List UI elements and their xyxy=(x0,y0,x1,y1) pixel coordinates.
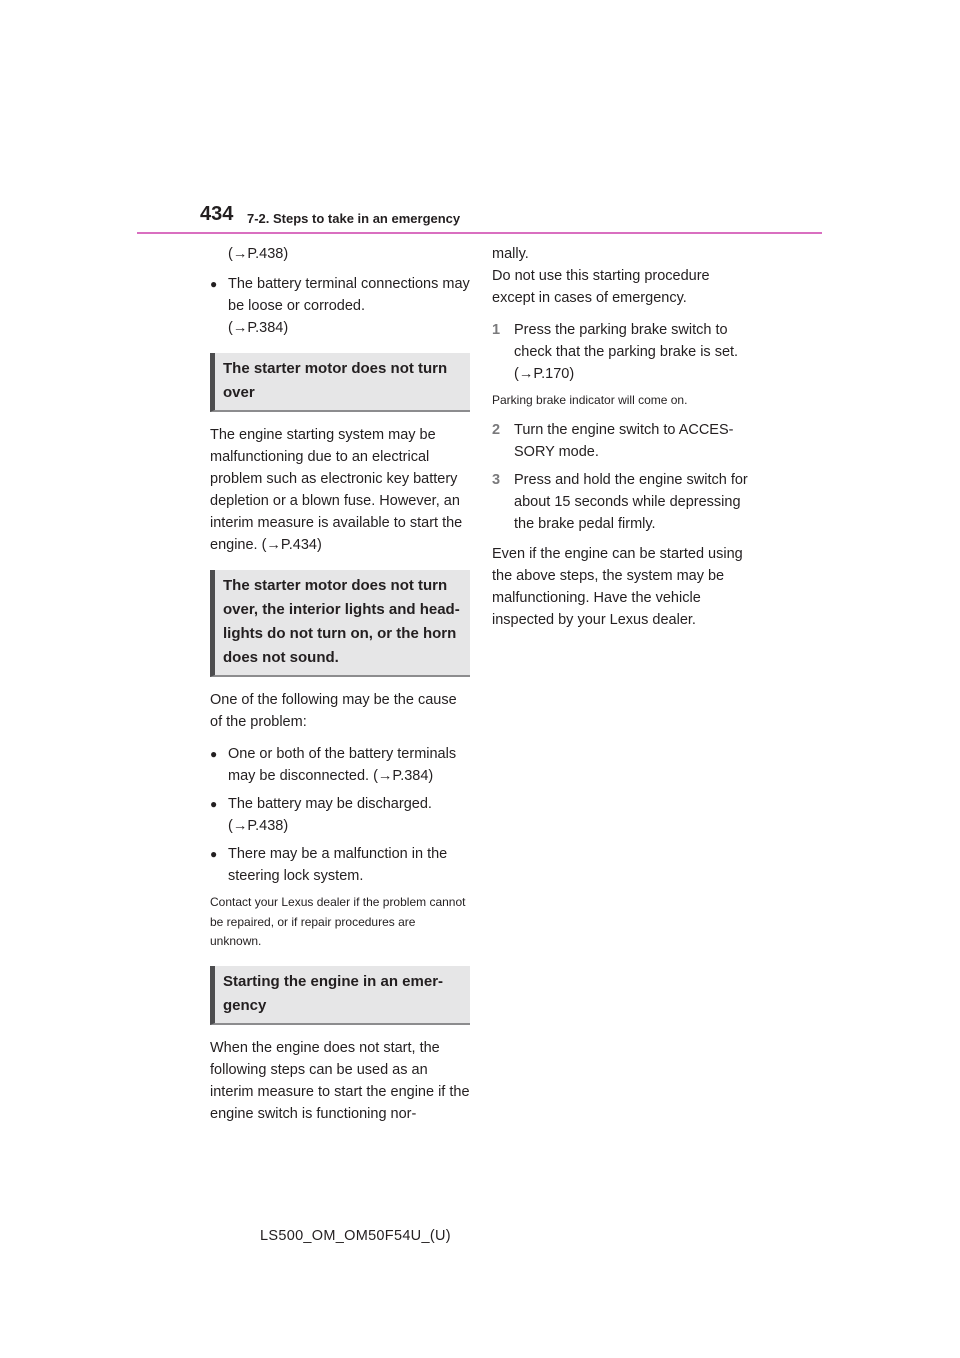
bullet-text: The battery terminal connections may be loose or corroded. xyxy=(228,276,470,314)
bullet-icon: ● xyxy=(210,277,218,291)
list-item xyxy=(210,743,470,787)
step-text: Turn the engine switch to ACCES-SORY mode. xyxy=(514,421,734,460)
section-heading: The starter motor does not turn over xyxy=(210,353,470,412)
paragraph: The engine starting system may be malfunctioning due to an electrical problem such as electronic key battery depletion or a blown fuse. However, an interim measure is available to start the engine. (→P.434) xyxy=(210,427,463,553)
step-text: Press the parking brake switch to check that the parking brake is set. (→P.170) xyxy=(514,322,739,382)
left-column xyxy=(210,243,470,1135)
step-item xyxy=(492,419,754,463)
paragraph: Even if the engine can be started using the above steps, the system may be malfunctioning. Have the vehicle inspected by your Lexus dealer. xyxy=(492,545,743,628)
list-item xyxy=(210,273,470,339)
document-code: LS500_OM_OM50F54U_(U) xyxy=(260,1228,451,1244)
step-item xyxy=(492,319,754,385)
bullet-icon: ● xyxy=(210,747,218,761)
step-number: 2 xyxy=(492,421,501,438)
section-heading: The starter motor does not turn over, the interior lights and head-lights do not turn on, or the horn does not sound. xyxy=(210,570,470,677)
bullet-text: The battery may be discharged. (→P.438) xyxy=(228,796,432,834)
bullet-icon: ● xyxy=(210,847,218,861)
step-number: 1 xyxy=(492,322,501,338)
reference-link: (→P.438) xyxy=(228,246,289,262)
step-text: Press and hold the engine switch for about 15 seconds while depressing the brake pedal firmly. xyxy=(514,471,748,532)
reference-link: (→P.384) xyxy=(228,320,289,336)
paragraph: mally. xyxy=(492,246,529,262)
step-number: 3 xyxy=(492,471,501,488)
bullet-icon: ● xyxy=(210,797,218,811)
note-text: Parking brake indicator will come on. xyxy=(492,393,688,407)
section-heading: Starting the engine in an emer-gency xyxy=(210,966,470,1025)
bullet-text: There may be a malfunction in the steering lock system. xyxy=(228,846,448,884)
bullet-text: One or both of the battery terminals may be disconnected. (→P.384) xyxy=(228,746,457,784)
paragraph: When the engine does not start, the following steps can be used as an interim measure to start the engine if the engine switch is functioning nor- xyxy=(210,1039,470,1122)
section-title: 7-2. Steps to take in an emergency xyxy=(247,211,461,226)
paragraph: Do not use this starting procedure except in cases of emergency. xyxy=(492,268,710,306)
step-item xyxy=(492,469,754,535)
header-rule xyxy=(137,232,822,234)
right-column xyxy=(492,243,754,641)
list-item xyxy=(210,843,470,887)
page-number: 434 xyxy=(200,203,234,225)
list-item xyxy=(210,793,470,837)
note-text: Contact your Lexus dealer if the problem cannot be repaired, or if repair procedures are unknown. xyxy=(210,895,466,948)
paragraph: One of the following may be the cause of the problem: xyxy=(210,692,457,730)
